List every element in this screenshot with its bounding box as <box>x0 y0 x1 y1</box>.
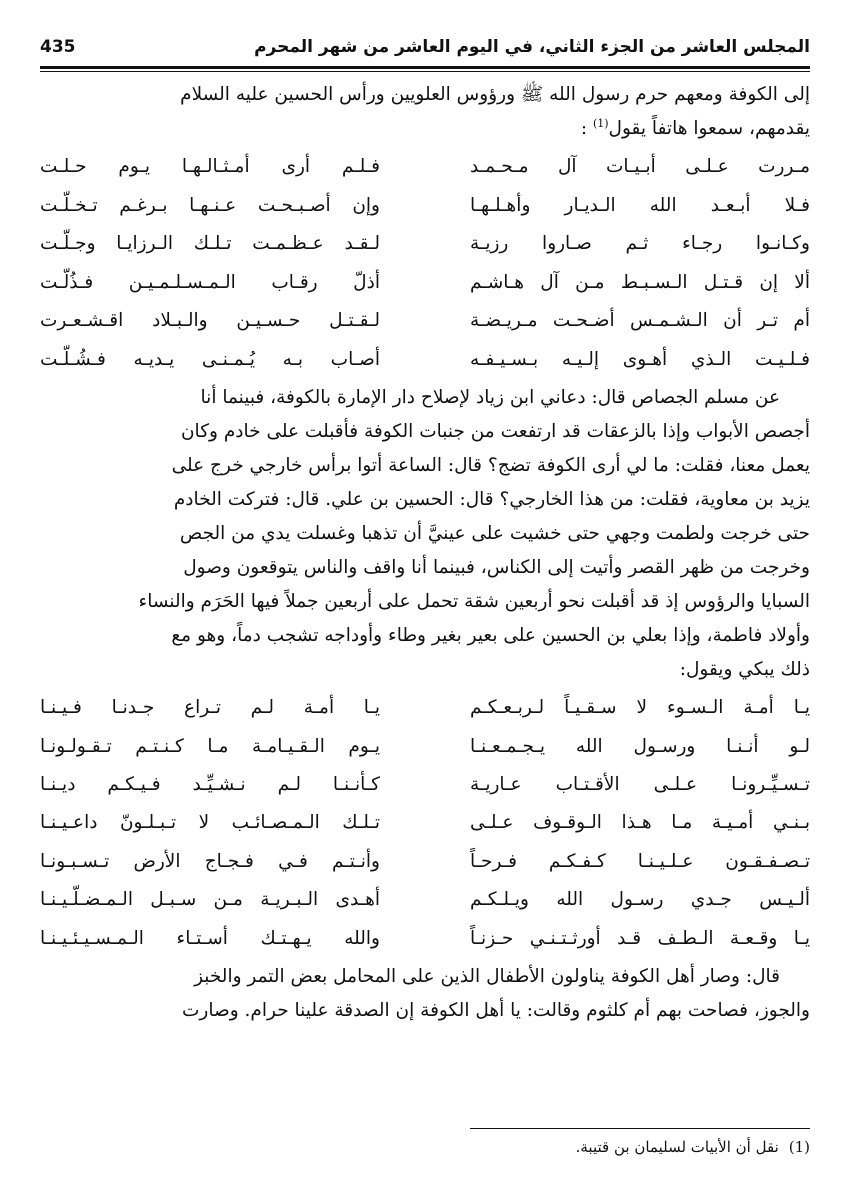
closing-paragraph <box>40 960 810 1028</box>
text-line: وأولاد فاطمة، وإذا بعلي بن الحسين على بعير بغير وطاء وأوداجه تشجب دماً، وهو مع <box>171 625 810 646</box>
hemistich-right: يـا أمـة الـسـوء لا سـقـيـاً لـربـعـكـم <box>470 697 810 719</box>
hemistich-left: يـوم الـقـيـامـة مـا كـنـتـم تـقـولـونـا <box>40 735 380 757</box>
poem-second <box>40 689 810 958</box>
verse-line <box>40 804 810 842</box>
hemistich-right: فـلا أبـعـد الله الـديـار وأهـلـهـا <box>470 194 810 216</box>
verse-line <box>40 727 810 765</box>
footnote-mark: (1) <box>788 1138 810 1156</box>
verse-line <box>40 341 810 380</box>
text-line: يعمل معنا، فقلت: ما لي أرى الكوفة تضج؟ قال: الساعة أتوا برأس خارجي خرج على <box>171 455 810 476</box>
text-line: قال: وصار أهل الكوفة يناولون الأطفال الذين على المحامل بعض التمر والخبز <box>194 965 780 987</box>
verse-line <box>40 919 810 957</box>
verse-line <box>40 264 810 303</box>
text-line: يزيد بن معاوية، فقلت: من هذا الخارجي؟ قال: الحسين بن علي. قال: فتركت الخادم <box>173 489 810 510</box>
hemistich-right: ألـيـس جـدي رسـول الله ويـلـكـم <box>470 889 810 911</box>
footnote <box>40 1134 810 1160</box>
text-line: أجصص الأبواب وإذا بالزعقات قد ارتفعت من جنبات الكوفة فأقبلت على خادم وكان <box>180 421 810 442</box>
hemistich-left: والله يـهـتـك أسـتـاء الـمـسـيـئـيـنـا <box>40 927 380 949</box>
hemistich-left: فـلـم أرى أمـثـالـهـا يـوم حـلـت <box>40 156 380 178</box>
hemistich-right: ألا إن قـتـل الـسـبـط مـن آل هـاشـم <box>470 271 810 293</box>
hemistich-right: تـصـفـقـون عـلـيـنـا كـفـكـم فـرحـاً <box>470 850 810 872</box>
hemistich-left: لـقـتـل حـسـيـن والـبـلاد اقـشـعـرت <box>40 310 380 332</box>
running-header <box>40 30 810 64</box>
verse-line <box>40 689 810 727</box>
page-body <box>40 78 810 1028</box>
poem-first <box>40 148 810 379</box>
verse-line <box>40 766 810 804</box>
hemistich-right: مـررت عـلـى أبـيـات آل مـحـمـد <box>470 156 810 178</box>
footnote-rule <box>470 1128 810 1129</box>
hemistich-left: أذلّ رقـاب الـمـسـلـمـيـن فـذُلّـت <box>40 271 380 293</box>
hemistich-left: لـقـد عـظـمـت تـلـك الـرزايـا وجـلّـت <box>40 233 380 255</box>
verse-line <box>40 843 810 881</box>
verse-line <box>40 881 810 919</box>
intro-line: يقدمهم، سمعوا هاتفاً يقول$^{(1)}$ : <box>580 116 810 139</box>
hemistich-left: يـا أمـة لـم تـراع جـدنـا فـيـنـا <box>40 697 380 719</box>
hemistich-left: وأنـتـم فـي فـجـاج الأرض تـسـبـونـا <box>40 850 380 872</box>
verse-line <box>40 225 810 264</box>
hemistich-right: وكـانـوا رجـاء ثـم صـاروا رزيـة <box>470 233 810 255</box>
hemistich-right: تـسـيِّـرونـا عـلـى الأقـتـاب عـاريـة <box>470 773 810 795</box>
verse-line <box>40 302 810 341</box>
hemistich-left: وإن أصـبـحـت عـنـهـا بـرغـم تـخـلّـت <box>40 194 380 216</box>
hemistich-right: أم تـر أن الـشـمـس أضـحـت مـريـضـة <box>470 310 810 332</box>
hemistich-left: أهـدى الـبـريـة مـن سـبـل الـمـضـلّـيـنـا <box>40 889 380 911</box>
hemistich-right: لـو أنـنـا ورسـول الله يـجـمـعـنـا <box>470 735 810 757</box>
header-rule-thick <box>40 66 810 69</box>
text-line: السبايا والرؤوس إذ قد أقبلت نحو أربعين شقة تحمل على أربعين جملاً فيها الحَرَم والنساء <box>138 591 810 612</box>
text-line: حتى خرجت ولطمت وجهي حتى خشيت على عينيَّ أن تذهبا وغسلت يدي من الجص <box>179 523 810 544</box>
text-line: وخرجت من ظهر القصر وأتيت إلى الكناس، فبينما أنا واقف والناس يتوقعون وصول <box>183 557 810 578</box>
hemistich-right: فـلـيـت الـذي أهـوى إلـيـه بـسـيـفـه <box>470 348 810 370</box>
header-title: المجلس العاشر من الجزء الثاني، في اليوم العاشر من شهر المحرم <box>254 37 810 57</box>
hemistich-left: أصـاب بـه يُـمـنـى يـديـه فـشُـلّـت <box>40 348 380 370</box>
text-line: عن مسلم الجصاص قال: دعاني ابن زياد لإصلاح دار الإمارة بالكوفة، فبينما أنا <box>200 387 780 408</box>
footnote-text: نقل أن الأبيات لسليمان بن قتيبة. <box>575 1138 779 1156</box>
text-line: ذلك يبكي ويقول: <box>679 659 810 680</box>
intro-line: إلى الكوفة ومعهم حرم رسول الله ﷺ ورؤوس العلويين ورأس الحسين عليه السلام <box>180 84 810 105</box>
page-number: 435 <box>40 37 76 57</box>
hemistich-right: بـنـي أمـيـة مـا هـذا الـوقـوف عـلـى <box>470 812 810 834</box>
narrative-paragraph <box>40 381 810 687</box>
footnote-reference: (1) <box>592 116 609 130</box>
hemistich-right: يـا وقـعـة الـطـف قـد أورثـتـنـي حـزنـاً <box>470 927 810 949</box>
header-rule-thin <box>40 71 810 72</box>
text-line: والجوز، فصاحت بهم أم كلثوم وقالت: يا أهل الكوفة إن الصدقة علينا حرام. وصارت <box>182 999 810 1021</box>
verse-line <box>40 148 810 187</box>
verse-line <box>40 187 810 226</box>
hemistich-left: كـأنـنـا لـم نـشـيِّـد فـيـكـم ديـنـا <box>40 773 380 795</box>
hemistich-left: تـلـك الـمـصـائـب لا تـبـلـونّ داعـيـنـا <box>40 812 380 834</box>
